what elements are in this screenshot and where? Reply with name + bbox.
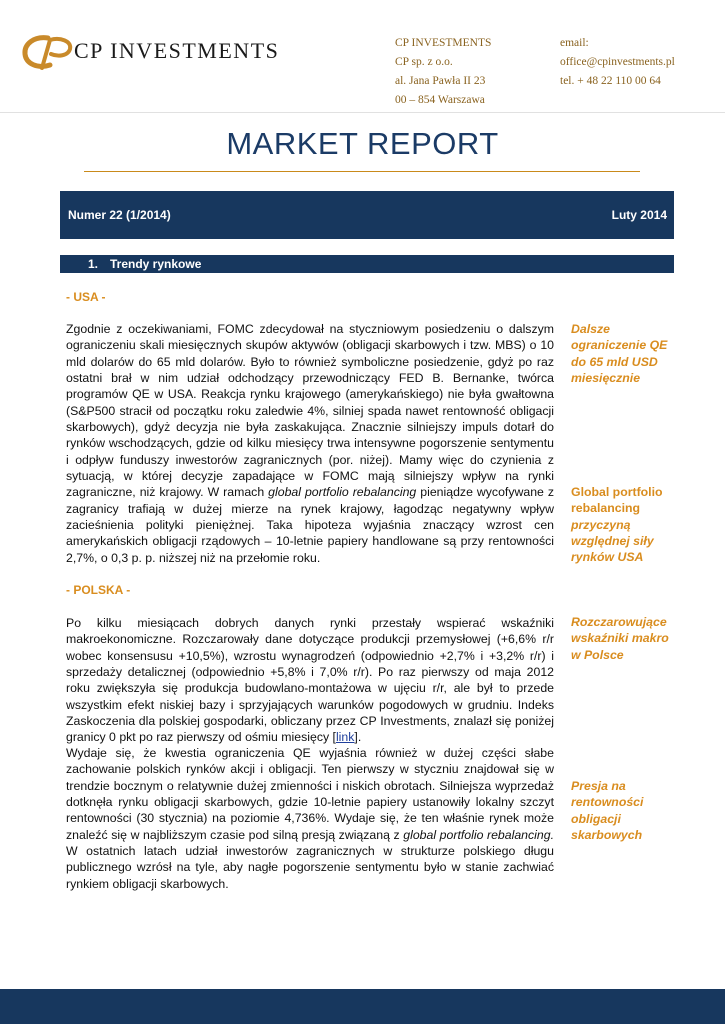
- issue-banner: [60, 191, 674, 239]
- address-line: CP INVESTMENTS: [395, 37, 492, 49]
- section-number: 1.: [88, 257, 99, 271]
- sidenote-rebalancing: [571, 484, 681, 566]
- footer-bar: [0, 989, 725, 1024]
- page-title: MARKET REPORT: [226, 126, 499, 161]
- emphasis-text: global portfolio rebalancing.: [403, 827, 554, 842]
- section-heading-bar: [60, 255, 674, 273]
- header-divider: [0, 112, 725, 113]
- email-label: email:: [560, 37, 589, 49]
- company-contact: [560, 34, 675, 91]
- polska-heading: - POLSKA -: [66, 583, 131, 597]
- sidenote-macro: Rozczarowujące wskaźniki makro w Polsce: [571, 615, 669, 662]
- usa-heading: - USA -: [66, 290, 106, 304]
- sidenote-yields: Presja na rentowności obligacji skarbowych: [571, 779, 644, 843]
- section-title: Trendy rynkowe: [110, 257, 202, 271]
- text-run: Wydaje się, że kwestia ograniczenia QE wyjaśnia również w dużej części słabe zachowanie polskich rynków akcji i obligacji. Ten pierwszy w styczniu znajdował się w trendzie bocznym o relatywnie dużej zmienności i niskich obrotach. Silniejsza wyprzedaż dotknęła rynku obligacji skarbowych, gdzie 10-letnie papiery ustanowiły lokalny szczyt rentowności (30 stycznia) na poziomie 4,736%. Wydaje się, że ten właśnie rynek może znaleźć się w najbliższym czasie pod silną presją związaną z: [66, 746, 554, 842]
- issue-number: Numer 22 (1/2014): [68, 208, 171, 222]
- text-run: pieniądze wycofywane z zagranicy trafiają w dużej mierze na rynek krajowy, łagodząc negatywny wpływ zacieśnienia polityki pieniężnej. Taka hipoteza wyjaśnia znaczący wzrost cen amerykańskich obligacji rządowych – 10-letnie papiery handlowane są przy rentowności 2,7%, o 0,3 p. p. niższej niż na przełomie roku.: [66, 485, 555, 565]
- sidenote-emphasis: przyczyną względnej siły rynków USA: [571, 517, 654, 565]
- email-address[interactable]: office@cpinvestments.pl: [560, 56, 675, 68]
- polska-paragraph-1: [66, 615, 554, 746]
- sidenote-text: Global portfolio rebalancing: [571, 485, 663, 516]
- logo-text: CP INVESTMENTS: [74, 38, 280, 63]
- text-run: W ostatnich latach udział inwestorów zagranicznych w strukturze polskiego długu publicznego wzrósł na tyle, aby nagłe pogorszenie sentymentu było w stanie zachwiać rynkiem obligacji skarbowych.: [66, 844, 554, 891]
- phone-number: tel. + 48 22 110 00 64: [560, 75, 661, 87]
- emphasis-text: global portfolio rebalancing: [268, 485, 417, 500]
- address-line: CP sp. z o.o.: [395, 56, 453, 68]
- text-run: Po kilku miesiącach dobrych danych rynki przestały wspierać wskaźniki makroekonomiczne. Rozczarowały dane dotyczące produkcji przemysłowej (+6,6% r/r wobec konsensusu +10,5%), wzrostu wynagrodzeń (odpowiednio +2,7% i +3,2% r/r) i sprzedaży detalicznej (odpowiednio +5,8% i 7,0% r/r). Po raz pierwszy od maja 2012 roku zwiększyła się produkcja budowlano-montażowa w ujęciu r/r, ale był to przede wszystkim efekt niskiej bazy i sprzyjających warunków pogodowych w grudniu. Indeks Zaskoczenia dla polskiej gospodarki, obliczany przez CP Investments, znalazł się poniżej granicy 0 pkt po raz pierwszy od ośmiu miesięcy [: [66, 616, 554, 745]
- company-logo-icon: [20, 32, 78, 72]
- address-line: 00 – 854 Warszawa: [395, 94, 485, 106]
- company-address: [395, 34, 491, 110]
- issue-date: Luty 2014: [611, 208, 667, 222]
- report-link[interactable]: link: [335, 730, 355, 745]
- text-run: Zgodnie z oczekiwaniami, FOMC zdecydował na styczniowym posiedzeniu o dalszym ograniczeniu skali miesięcznych skupów aktywów (obligacji skarbowych i tzw. MBS) o 10 mld dolarów do 65 mld dolarów. Było to również symboliczne posiedzenie, gdyż po raz ostatni brał w nim udział odchodzący przewodniczący FED B. Bernanke, twórca programów QE w USA. Reakcja rynku krajowego (amerykańskiego) nie była gwałtowna (S&P500 stracił od początku roku zaledwie 4%, silniej spada nawet rentowność obligacji skarbowych), gdyż decyzja nie była zaskakująca. Znacznie silniejszy impuls dotarł do rynków wschodzących, gdzie od kilku miesięcy trwa intensywne pogorszenie sentymentu i odpływ funduszy inwestorów zagranicznych (por. niżej). Mamy więc do czynienia z sytuacją, w której decyzje zapadające w FOMC mają silniejszy wpływ na rynki zagraniczne, niż krajowy. W ramach: [66, 322, 554, 500]
- text-run: ].: [354, 730, 362, 745]
- sidenote-qe: Dalsze ograniczenie QE do 65 mld USD miesięcznie: [571, 322, 668, 386]
- title-underline: [84, 171, 640, 172]
- usa-paragraph: [66, 321, 554, 566]
- address-line: al. Jana Pawła II 23: [395, 75, 486, 87]
- polska-paragraph-2: [66, 745, 554, 892]
